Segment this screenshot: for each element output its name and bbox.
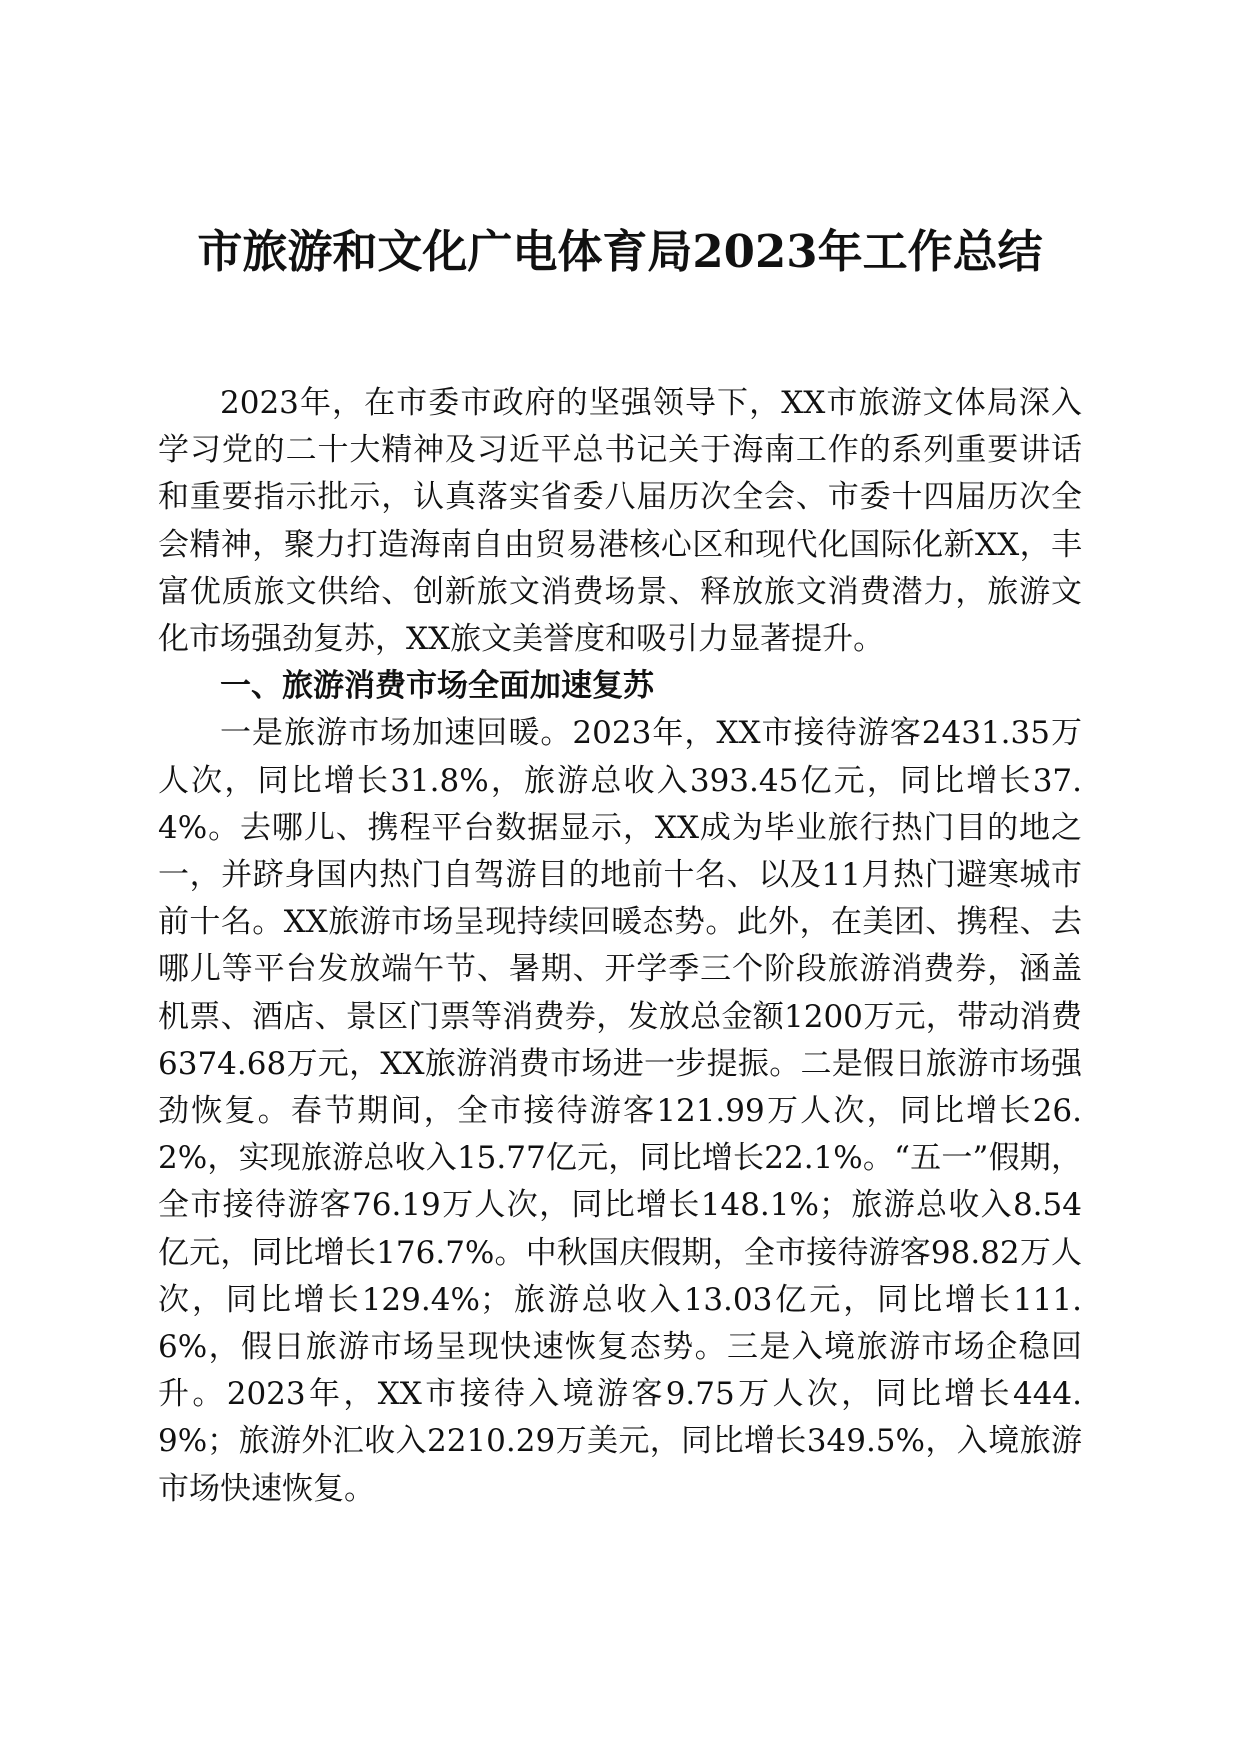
- document-body: [158, 380, 1082, 1513]
- intro-paragraph: 2023年，在市委市政府的坚强领导下，XX市旅游文体局深入学习党的二十大精神及习近平总书记关于海南工作的系列重要讲话和重要指示批示，认真落实省委八届历次全会、市委十四届历次全会精神，聚力打造海南自由贸易港核心区和现代化国际化新XX，丰富优质旅文供给、创新旅文消费场景、释放旅文消费潜力，旅游文化市场强劲复苏，XX旅文美誉度和吸引力显著提升。: [158, 385, 1082, 658]
- section-heading-1: 一、旅游消费市场全面加速复苏: [220, 668, 654, 705]
- section-1-paragraph: 一是旅游市场加速回暖。2023年，XX市接待游客2431.35万人次，同比增长31.8%，旅游总收入393.45亿元，同比增长37.4%。去哪儿、携程平台数据显示，XX成为毕业旅行热门目的地之一，并跻身国内热门自驾游目的地前十名、以及11月热门避寒城市前十名。XX旅游市场呈现持续回暖态势。此外，在美团、携程、去哪儿等平台发放端午节、暑期、开学季三个阶段旅游消费券，涵盖机票、酒店、景区门票等消费券，发放总金额1200万元，带动消费6374.68万元，XX旅游消费市场进一步提振。二是假日旅游市场强劲恢复。春节期间，全市接待游客121.99万人次，同比增长26.2%，实现旅游总收入15.77亿元，同比增长22.1%。“五一”假期，全市接待游客76.19万人次，同比增长148.1%；旅游总收入8.54亿元，同比增长176.7%。中秋国庆假期，全市接待游客98.82万人次，同比增长129.4%；旅游总收入13.03亿元，同比增长111.6%，假日旅游市场呈现快速恢复态势。三是入境旅游市场企稳回升。2023年，XX市接待入境游客9.75万人次，同比增长444.9%；旅游外汇收入2210.29万美元，同比增长349.5%，入境旅游市场快速恢复。: [158, 715, 1082, 1507]
- document-title: 市旅游和文化广电体育局2023年工作总结: [197, 225, 1043, 278]
